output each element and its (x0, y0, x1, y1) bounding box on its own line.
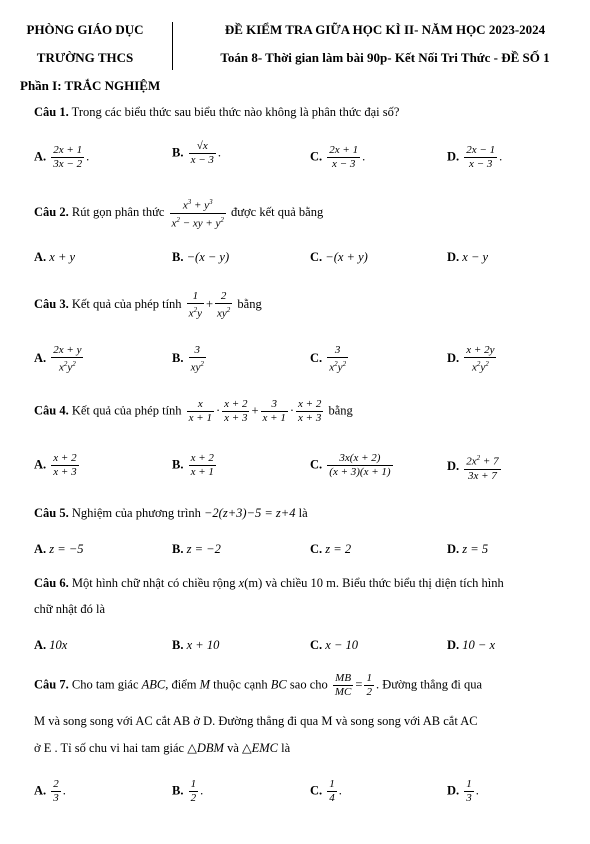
q1-option-b[interactable]: B. $\frac{√x}{x - 3}$ . (172, 140, 222, 166)
q7-option-b[interactable]: B. $\frac{1}{2}$ . (172, 778, 204, 804)
q3-option-a[interactable]: A. $\frac{2x + y}{x^2y^2}$ (34, 344, 82, 374)
question-label: Câu 1. (34, 105, 69, 119)
q4-option-d[interactable]: D. $\frac{2x^2 + 7}{3x + 7}$ (447, 454, 499, 482)
q1-option-d[interactable]: D. $\frac{2x - 1}{x - 3}$ . (447, 144, 503, 170)
q2-option-b[interactable]: B. −(x − y) (172, 250, 230, 264)
question-text: Trong các biểu thức sau biểu thức nào không là phân thức đại số? (71, 105, 400, 119)
q4-option-b[interactable]: B. $\frac{x + 2}{x + 1}$ (172, 452, 214, 478)
q6-option-a[interactable]: A. 10x (34, 638, 68, 652)
question-2: Câu 2. Rút gọn phân thức $\frac{x^3 + y^3}{x^2 - xy + y^2}$ được kết quả bằng (34, 198, 324, 230)
q1-option-c[interactable]: C. $\frac{2x + 1}{x - 3}$ . (310, 144, 366, 170)
q3-option-b[interactable]: B. $\frac{3}{xy^2}$ (172, 344, 204, 374)
q7-option-c[interactable]: C. $\frac{1}{4}$ . (310, 778, 342, 804)
section-title: Phần I: TRẮC NGHIỆM (20, 78, 161, 93)
q7-option-a[interactable]: A. $\frac{2}{3}$ . (34, 778, 66, 804)
q6-option-b[interactable]: B. x + 10 (172, 638, 220, 652)
q4-option-c[interactable]: C. $\frac{3x(x + 2)}{(x + 3)(x + 1)}$ (310, 452, 391, 478)
q6-option-c[interactable]: C. x − 10 (310, 638, 359, 652)
school-department: PHÒNG GIÁO DỤC (26, 22, 144, 37)
q2-option-d[interactable]: D. x − y (447, 250, 489, 264)
header-divider (172, 22, 173, 70)
q5-option-b[interactable]: B. z = −2 (172, 542, 221, 556)
q4-option-a[interactable]: A. $\frac{x + 2}{x + 3}$ (34, 452, 77, 478)
question-3: Câu 3. Kết quả của phép tính $\frac{1}{x^2y}$ + $\frac{2}{xy^2}$ bằng (34, 290, 262, 320)
question-1 (34, 105, 399, 120)
q3-option-c[interactable]: C. $\frac{3}{x^2y^2}$ (310, 344, 347, 374)
exam-title: ĐỀ KIỂM TRA GIỮA HỌC KÌ II- NĂM HỌC 2023-2024 (224, 22, 546, 37)
question-6-line2: chữ nhật đó là (34, 602, 105, 616)
q6-option-d[interactable]: D. 10 − x (447, 638, 496, 652)
question-4: Câu 4. Kết quả của phép tính $\frac{x}{x + 1}$ · $\frac{x + 2}{x + 3}$ + $\frac{3}{x + 1}$ · $\frac{x + 2}{x + 3}$ bằng (34, 398, 353, 424)
school-name: TRƯỜNG THCS (36, 50, 134, 65)
question-7-line2: M và song song với AC cắt AB ở D. Đường thẳng đi qua M và song song với AB cắt AC (34, 714, 478, 728)
question-5: Câu 5. Nghiệm của phương trình −2(z+3)−5 = z+4 là (34, 506, 308, 520)
question-6: Câu 6. Một hình chữ nhật có chiều rộng x(m) và chiều 10 m. Biểu thức biểu thị diện tích hình (34, 576, 504, 590)
q1-option-a[interactable]: A. $\frac{2x + 1}{3x - 2}$ . (34, 144, 90, 170)
question-7-line3: ở E . Tỉ số chu vi hai tam giác △DBM và △EMC là (34, 741, 291, 755)
q2-option-a[interactable]: A. x + y (34, 250, 76, 264)
exam-subtitle: Toán 8- Thời gian làm bài 90p- Kết Nối Tri Thức - ĐỀ SỐ 1 (220, 50, 550, 65)
q5-option-c[interactable]: C. z = 2 (310, 542, 352, 556)
q7-option-d[interactable]: D. $\frac{1}{3}$ . (447, 778, 479, 804)
q5-option-a[interactable]: A. z = −5 (34, 542, 84, 556)
q5-option-d[interactable]: D. z = 5 (447, 542, 489, 556)
q2-option-c[interactable]: C. −(x + y) (310, 250, 368, 264)
question-7: Câu 7. Cho tam giác ABC, điểm M thuộc cạnh BC sao cho $\frac{MB}{MC}$ = $\frac{1}{2}$ . Đường thẳng đi qua (34, 672, 483, 698)
q3-option-d[interactable]: D. $\frac{x + 2y}{x^2y^2}$ (447, 344, 495, 374)
